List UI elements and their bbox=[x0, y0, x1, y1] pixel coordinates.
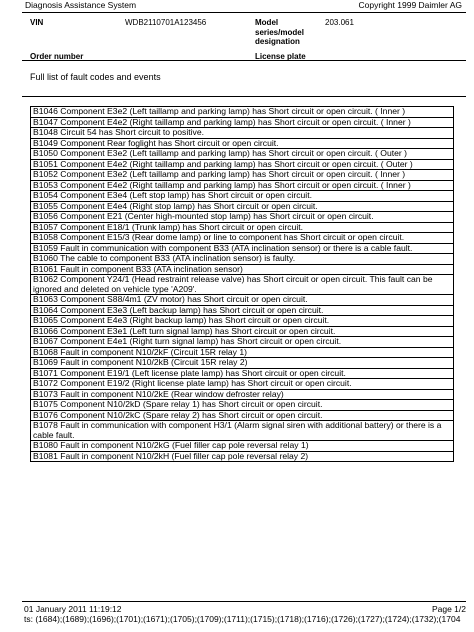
fault-text: B1057 Component E18/1 (Trunk lamp) has Short circuit or open circuit. bbox=[31, 222, 454, 233]
page-number: Page 1/2 bbox=[431, 604, 466, 614]
fault-row bbox=[31, 368, 454, 379]
footer-codes: ts: (1684);(1689);(1696);(1701);(1671);(1705);(1709);(1711);(1715);(1718);(1716);(1726);(1727);(1724);(1732);(1704 bbox=[24, 614, 461, 624]
fault-text: B1050 Component E3e2 (Left taillamp and parking lamp) has Short circuit or open circuit. ( Outer ) bbox=[31, 149, 454, 160]
fault-row bbox=[31, 337, 454, 348]
fault-text: B1059 Fault in communication with component B33 (ATA inclination sensor) or there is a cable fault. bbox=[31, 243, 454, 254]
fault-text: B1058 Component E15/3 (Rear dome lamp) or line to component has Short circuit or open circuit. bbox=[31, 233, 454, 244]
fault-text: B1062 Component Y24/1 (Head restraint release valve) has Short circuit or open circuit. This fault can be ignored and deleted on vehicle type 'A209'. bbox=[31, 275, 454, 295]
fault-row bbox=[31, 170, 454, 181]
page-header bbox=[22, 0, 466, 13]
fault-row bbox=[31, 212, 454, 223]
fault-row bbox=[31, 201, 454, 212]
divider bbox=[22, 60, 466, 61]
fault-text: B1067 Component E4e1 (Right turn signal lamp) has Short circuit or open circuit. bbox=[31, 337, 454, 348]
fault-text: B1047 Component E4e2 (Right taillamp and parking lamp) has Short circuit or open circuit. ( Inner ) bbox=[31, 117, 454, 128]
fault-text: B1056 Component E21 (Center high-mounted stop lamp) has Short circuit or open circuit. bbox=[31, 212, 454, 223]
fault-text: B1076 Component N10/2kC (Spare relay 2) has Short circuit or open circuit. bbox=[31, 410, 454, 421]
fault-text: B1071 Component E19/1 (Left license plate lamp) has Short circuit or open circuit. bbox=[31, 368, 454, 379]
fault-row bbox=[31, 347, 454, 358]
fault-text: B1054 Component E3e4 (Left stop lamp) has Short circuit or open circuit. bbox=[31, 191, 454, 202]
fault-text: B1061 Fault in component B33 (ATA inclination sensor) bbox=[31, 264, 454, 275]
fault-row bbox=[31, 180, 454, 191]
fault-row bbox=[31, 410, 454, 421]
copyright: Copyright 1999 Daimler AG bbox=[358, 0, 462, 10]
fault-row bbox=[31, 159, 454, 170]
model-value: 203.061 bbox=[325, 18, 354, 27]
fault-text: B1068 Fault in component N10/2kF (Circuit 15R relay 1) bbox=[31, 347, 454, 358]
fault-row bbox=[31, 254, 454, 265]
fault-text: B1063 Component S88/4m1 (ZV motor) has Short circuit or open circuit. bbox=[31, 295, 454, 306]
fault-row bbox=[31, 138, 454, 149]
fault-row bbox=[31, 316, 454, 327]
fault-text: B1072 Component E19/2 (Right license plate lamp) has Short circuit or open circuit. bbox=[31, 379, 454, 390]
fault-text: B1078 Fault in communication with component H3/1 (Alarm signal siren with additional battery) or there is a cable fault. bbox=[31, 421, 454, 441]
fault-text: B1066 Component E3e1 (Left turn signal lamp) has Short circuit or open circuit. bbox=[31, 326, 454, 337]
fault-row bbox=[31, 264, 454, 275]
fault-text: B1051 Component E4e2 (Right taillamp and parking lamp) has Short circuit or open circuit. ( Outer ) bbox=[31, 159, 454, 170]
vin-label: VIN bbox=[30, 18, 44, 27]
fault-row bbox=[31, 451, 454, 462]
fault-row bbox=[31, 421, 454, 441]
order-label: Order number bbox=[30, 52, 84, 61]
fault-text: B1049 Component Rear foglight has Short circuit or open circuit. bbox=[31, 138, 454, 149]
model-label: Model series/model designation bbox=[255, 18, 304, 46]
fault-row bbox=[31, 128, 454, 139]
fault-text: B1080 Fault in component N10/2kG (Fuel filler cap pole reversal relay 1) bbox=[31, 441, 454, 452]
divider bbox=[22, 601, 466, 602]
print-date: 01 January 2011 11:19:12 bbox=[24, 604, 122, 614]
fault-text: B1055 Component E4e4 (Right stop lamp) has Short circuit or open circuit. bbox=[31, 201, 454, 212]
fault-row bbox=[31, 305, 454, 316]
fault-row bbox=[31, 379, 454, 390]
fault-text: B1069 Fault in component N10/2kB (Circuit 15R relay 2) bbox=[31, 358, 454, 369]
fault-row bbox=[31, 149, 454, 160]
fault-text: B1073 Fault in component N10/2kE (Rear window defroster relay) bbox=[31, 389, 454, 400]
fault-text: B1048 Circuit 54 has Short circuit to positive. bbox=[31, 128, 454, 139]
fault-row bbox=[31, 326, 454, 337]
fault-text: B1064 Component E3e3 (Left backup lamp) has Short circuit or open circuit. bbox=[31, 305, 454, 316]
fault-row bbox=[31, 295, 454, 306]
fault-text: B1052 Component E3e2 (Left taillamp and parking lamp) has Short circuit or open circuit. ( Inner ) bbox=[31, 170, 454, 181]
fault-text: B1075 Component N10/2kD (Spare relay 1) has Short circuit or open circuit. bbox=[31, 400, 454, 411]
fault-row bbox=[31, 222, 454, 233]
fault-text: B1046 Component E3e2 (Left taillamp and parking lamp) has Short circuit or open circuit. ( Inner ) bbox=[31, 107, 454, 118]
fault-text: B1065 Component E4e3 (Right backup lamp) has Short circuit or open circuit. bbox=[31, 316, 454, 327]
fault-row bbox=[31, 275, 454, 295]
fault-text: B1081 Fault in component N10/2kH (Fuel filler cap pole reversal relay 2) bbox=[31, 451, 454, 462]
fault-row bbox=[31, 117, 454, 128]
fault-text: B1060 The cable to component B33 (ATA inclination sensor) is faulty. bbox=[31, 254, 454, 265]
fault-row bbox=[31, 243, 454, 254]
fault-row bbox=[31, 389, 454, 400]
fault-row bbox=[31, 358, 454, 369]
fault-row bbox=[31, 441, 454, 452]
vin-value: WDB2110701A123456 bbox=[125, 18, 207, 27]
fault-table bbox=[30, 106, 454, 462]
divider bbox=[22, 96, 466, 97]
fault-row bbox=[31, 400, 454, 411]
system-name: Diagnosis Assistance System bbox=[25, 0, 137, 10]
fault-row bbox=[31, 107, 454, 118]
section-title: Full list of fault codes and events bbox=[30, 72, 161, 82]
fault-row bbox=[31, 191, 454, 202]
fault-row bbox=[31, 233, 454, 244]
fault-text: B1053 Component E4e2 (Right taillamp and parking lamp) has Short circuit or open circuit. ( Inner ) bbox=[31, 180, 454, 191]
license-label: License plate bbox=[255, 52, 306, 61]
